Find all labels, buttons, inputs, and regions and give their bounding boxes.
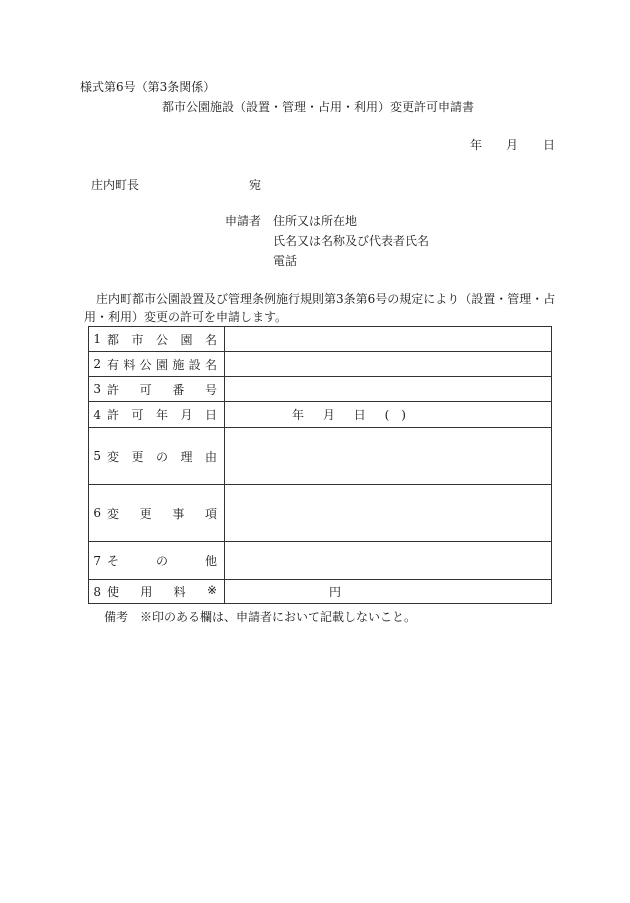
change-details-field[interactable] [225,485,552,542]
row-label [105,352,225,377]
row-label [105,428,225,485]
date-month: 月 [506,138,519,152]
label-char: 更 [131,449,144,464]
label-char: ※ [206,583,217,597]
row-number: 3 [89,377,106,402]
label-char: 年 [155,408,168,422]
row-number: 7 [89,542,106,580]
label-char: 料 [123,357,136,372]
row-number: 6 [89,485,106,542]
label-char: 更 [139,506,152,521]
application-statement: 庄内町都市公園設置及び管理条例施行規則第3条第6号の規定により（設置・管理・占用・利用）変更の許可を申請します。 [84,292,556,324]
label-char: 名 [204,332,217,347]
remarks-note: 備考 ※印のある欄は、申請者において記載しないこと。 [104,610,417,624]
row-number: 8 [89,580,106,604]
label-char: 名 [204,357,217,372]
label-char: 設 [188,357,201,372]
permit-date-field[interactable] [225,402,552,428]
table-row [89,485,552,542]
row-number: 4 [89,402,106,428]
label-char: 市 [131,332,144,347]
park-name-field[interactable] [225,327,552,352]
other-field[interactable] [225,542,552,580]
date-year: 年 [470,138,483,152]
table-row [89,580,552,604]
addressee-name: 庄内町長 [91,178,140,192]
label-char: 項 [204,506,217,521]
fee-unit: 円 [329,585,342,599]
label-char: 公 [155,332,168,347]
paid-facility-name-field[interactable] [225,352,552,377]
label-char: 理 [180,449,193,464]
usage-fee-field[interactable] [225,580,552,604]
label-char: 由 [204,449,217,464]
row-label [105,327,225,352]
row-label [105,485,225,542]
row-number: 1 [89,327,106,352]
row-number: 2 [89,352,106,377]
table-row [89,327,552,352]
label-char: の [155,449,168,464]
label-char: 公 [139,357,152,372]
table-row [89,377,552,402]
label-char: 料 [173,585,186,599]
label-char: 許 [107,408,120,422]
permit-year: 年 [292,408,305,422]
label-char: そ [107,554,120,568]
label-char: 園 [180,332,193,347]
label-char: 変 [107,449,120,464]
applicant-label: 申請者 [225,214,262,228]
row-number: 5 [89,428,106,485]
label-char: 許 [107,382,120,397]
label-char: 施 [172,357,185,372]
table-row [89,428,552,485]
table-row [89,352,552,377]
row-label [105,580,225,604]
date-day: 日 [543,138,556,152]
form-number: 様式第6号（第3条関係） [80,80,216,94]
addressee-honorific: 宛 [249,178,262,192]
label-char: 月 [180,408,193,422]
applicant-address: 住所又は所在地 [273,214,358,228]
label-char: 可 [131,408,144,422]
table-row [89,542,552,580]
label-char: 番 [172,382,185,397]
application-table [88,326,552,604]
row-label [105,377,225,402]
permit-weekday: ( ) [384,408,406,422]
label-char: 日 [204,408,217,422]
label-char: 可 [139,382,152,397]
label-char: 有 [107,357,120,372]
row-label [105,542,225,580]
label-char: 変 [107,506,120,521]
applicant-phone: 電話 [273,254,298,268]
label-char: 号 [204,382,217,397]
label-char: 用 [140,585,153,599]
permit-number-field[interactable] [225,377,552,402]
label-char: の [155,554,168,568]
label-char: 園 [155,357,168,372]
document-title: 都市公園施設（設置・管理・占用・利用）変更許可申請書 [162,100,475,114]
row-label [105,402,225,428]
permit-day: 日 [353,408,366,422]
table-row [89,402,552,428]
label-char: 使 [107,585,120,599]
applicant-name: 氏名又は名称及び代表者氏名 [273,234,430,248]
label-char: 都 [107,332,120,347]
permit-month: 月 [322,408,335,422]
label-char: 事 [172,506,185,521]
change-reason-field[interactable] [225,428,552,485]
label-char: 他 [204,554,217,568]
